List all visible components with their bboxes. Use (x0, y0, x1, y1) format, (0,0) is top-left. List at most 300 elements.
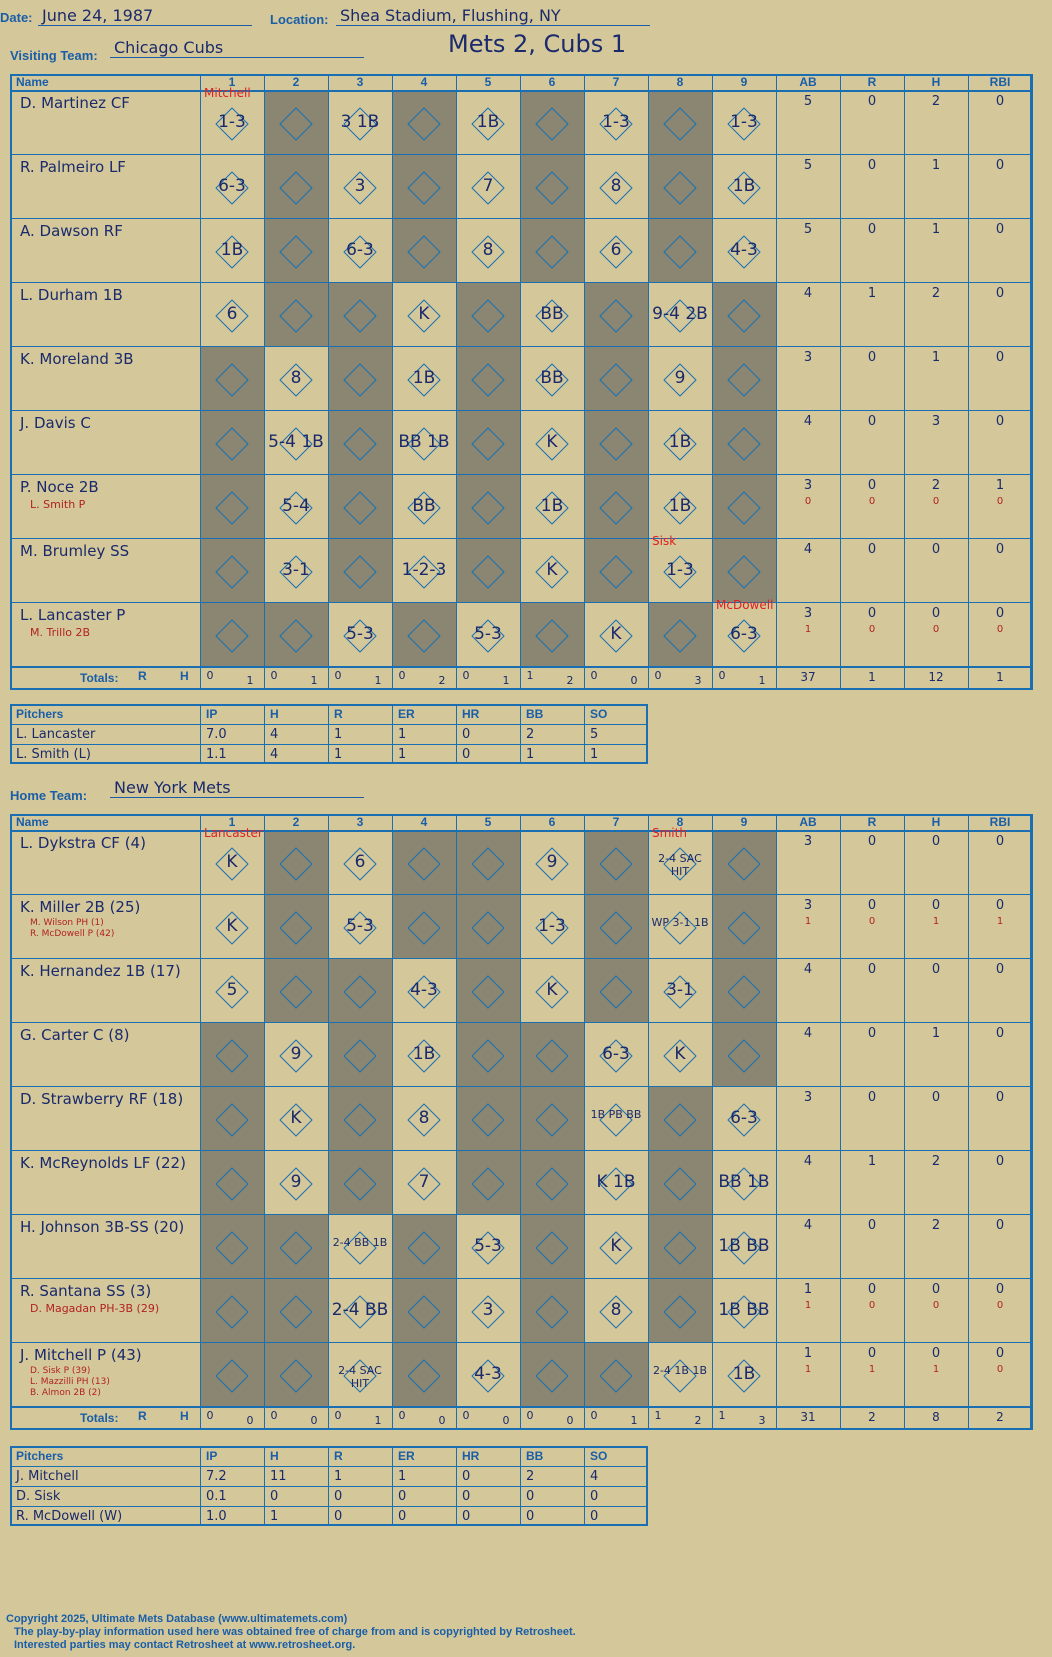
play-result: 1-3 (730, 112, 758, 132)
batter-name: R. Santana SS (3) (20, 1282, 152, 1300)
sub-stat: 0 (996, 1364, 1004, 1375)
base-diamond (404, 168, 444, 208)
base-diamond (276, 1356, 316, 1396)
inning-hits: 0 (246, 1414, 254, 1427)
play-result: K (418, 304, 430, 324)
base-diamond (212, 552, 252, 592)
base-diamond (724, 552, 764, 592)
grid-hline (10, 1406, 1032, 1408)
base-diamond (724, 424, 764, 464)
col-header: 8 (676, 815, 684, 829)
play-result: 9 (546, 852, 558, 872)
play-result: 5-4 (282, 496, 310, 516)
batter-name: L. Dykstra CF (4) (20, 834, 146, 852)
base-diamond (404, 1356, 444, 1396)
batter-stat: 0 (931, 1090, 941, 1105)
play-result: 1B (412, 1044, 436, 1064)
rh-label: R H (138, 1409, 189, 1423)
base-diamond (468, 908, 508, 948)
col-header: 6 (548, 75, 556, 89)
play-result: 4-3 (410, 980, 438, 1000)
pitcher-stat: 1 (334, 1469, 343, 1484)
base-diamond (340, 972, 380, 1012)
base-diamond (660, 168, 700, 208)
visiting-team-label: Visiting Team: (10, 48, 98, 63)
pitcher-note: Lancaster (204, 826, 263, 840)
base-diamond (468, 972, 508, 1012)
pitching-header: R (334, 1449, 343, 1463)
base-diamond (532, 232, 572, 272)
play-result: 1B BB (718, 1300, 770, 1320)
batter-name: K. Miller 2B (25) (20, 898, 141, 916)
pitcher-note: Mitchell (204, 86, 251, 100)
batter-stat: 4 (803, 1026, 813, 1041)
visiting-team-value: Chicago Cubs (110, 38, 364, 58)
batter-stat: 0 (995, 222, 1005, 237)
base-diamond (212, 1228, 252, 1268)
pitcher-stat: 4 (590, 1469, 599, 1484)
base-diamond (212, 1356, 252, 1396)
batter-stat: 1 (931, 1026, 941, 1041)
col-header: 5 (484, 75, 492, 89)
col-header: 1 (228, 815, 236, 829)
play-result: K (674, 1044, 686, 1064)
pitching-header: IP (206, 1449, 218, 1463)
sub-stat: 1 (804, 1364, 812, 1375)
play-result: 8 (418, 1108, 430, 1128)
batter-stat: 0 (867, 898, 877, 913)
base-diamond (212, 616, 252, 656)
base-diamond (660, 1100, 700, 1140)
batter-stat: 4 (803, 1218, 813, 1233)
play-result: 1B PB BB (590, 1108, 642, 1121)
pitcher-note: Smith (652, 826, 687, 840)
batter-stat: 0 (867, 158, 877, 173)
base-diamond (724, 296, 764, 336)
batter-stat: 0 (867, 1026, 877, 1041)
pitcher-stat: 5 (590, 727, 599, 742)
play-result: 8 (610, 1300, 622, 1320)
play-result: 6 (610, 240, 622, 260)
batter-stat: 1 (803, 1346, 813, 1361)
pitcher-name: J. Mitchell (16, 1469, 79, 1484)
sub-player-name: L. Mazzilli PH (13) (30, 1377, 110, 1387)
pitcher-stat: 1.1 (206, 747, 227, 762)
batter-stat: 0 (995, 350, 1005, 365)
batter-name: D. Martinez CF (20, 94, 130, 112)
batter-stat: 0 (867, 478, 877, 493)
grid-hline (10, 154, 1032, 155)
copyright-line: Copyright 2025, Ultimate Mets Database (www.ultimatemets.com) (6, 1613, 348, 1625)
pitcher-stat: 0 (462, 1509, 471, 1524)
play-result: 1-3 (538, 916, 566, 936)
base-diamond (660, 104, 700, 144)
play-result: 5-3 (346, 916, 374, 936)
play-result: 2-4 SAC HIT (658, 852, 702, 878)
play-result: 1-3 (602, 112, 630, 132)
grid-vline (200, 74, 201, 690)
col-header: 5 (484, 815, 492, 829)
play-result: 1B (540, 496, 564, 516)
sub-stat: 1 (804, 624, 812, 635)
play-result: K (290, 1108, 302, 1128)
base-diamond (660, 616, 700, 656)
play-result: 5-3 (474, 624, 502, 644)
batter-stat: 2 (931, 478, 941, 493)
pitching-vline (328, 704, 329, 764)
batter-stat: 0 (995, 414, 1005, 429)
batter-stat: 0 (995, 962, 1005, 977)
sub-stat: 0 (868, 496, 876, 507)
pitcher-stat: 0.1 (206, 1489, 227, 1504)
play-result: BB (540, 304, 564, 324)
batter-name: J. Davis C (20, 414, 91, 432)
grid-vline (328, 814, 329, 1430)
inning-runs: 0 (590, 669, 598, 682)
grid-hline (10, 958, 1032, 959)
pitching-header: H (270, 1449, 279, 1463)
batter-stat: 1 (803, 1282, 813, 1297)
batter-name: L. Lancaster P (20, 606, 126, 624)
batter-stat: 0 (867, 962, 877, 977)
grid-hline (10, 538, 1032, 539)
base-diamond (276, 908, 316, 948)
inning-hits: 0 (310, 1414, 318, 1427)
base-diamond (340, 552, 380, 592)
batter-stat: 4 (803, 1154, 813, 1169)
play-result: 4-3 (730, 240, 758, 260)
play-result: 6-3 (218, 176, 246, 196)
grid-vline (264, 74, 265, 690)
base-diamond (532, 104, 572, 144)
base-diamond (276, 972, 316, 1012)
batter-stat: 4 (803, 414, 813, 429)
batter-stat: 1 (867, 1154, 877, 1169)
base-diamond (340, 488, 380, 528)
sub-stat: 0 (868, 624, 876, 635)
sub-player-name: M. Trillo 2B (30, 626, 91, 639)
retrosheet-contact-line: Interested parties may contact Retrosheet at www.retrosheet.org. (14, 1639, 356, 1651)
pitching-vline (264, 704, 265, 764)
grid-hline (10, 282, 1032, 283)
base-diamond (276, 296, 316, 336)
grid-vline (776, 74, 777, 690)
base-diamond (596, 488, 636, 528)
base-diamond (340, 424, 380, 464)
grid-vline (392, 74, 393, 690)
batter-stat: 0 (931, 542, 941, 557)
play-result: 8 (290, 368, 302, 388)
col-header: 2 (292, 75, 300, 89)
base-diamond (212, 1036, 252, 1076)
batter-stat: 4 (803, 542, 813, 557)
location-value: Shea Stadium, Flushing, NY (336, 6, 650, 26)
col-header: AB (799, 815, 817, 829)
pitcher-stat: 2 (526, 727, 535, 742)
grid-hline (10, 1278, 1032, 1279)
batter-name: D. Strawberry RF (18) (20, 1090, 184, 1108)
play-result: 1B BB (718, 1236, 770, 1256)
batter-stat: 3 (803, 834, 813, 849)
batter-stat: 0 (995, 1218, 1005, 1233)
inning-runs: 0 (206, 669, 214, 682)
base-diamond (276, 844, 316, 884)
sub-player-name: L. Smith P (30, 498, 86, 511)
base-diamond (404, 104, 444, 144)
sub-stat: 1 (996, 916, 1004, 927)
base-diamond (468, 360, 508, 400)
pitching-hline (10, 1466, 648, 1467)
play-result: 3 (354, 176, 366, 196)
grid-vline (776, 814, 777, 1430)
team-total: 2 (996, 1410, 1004, 1424)
col-header: 9 (740, 815, 748, 829)
grid-hline (10, 602, 1032, 603)
pitching-header: HR (462, 1449, 480, 1463)
home-team-value: New York Mets (110, 778, 364, 798)
pitcher-stat: 0 (462, 1489, 471, 1504)
pitching-header: ER (398, 707, 415, 721)
pitcher-stat: 7.2 (206, 1469, 227, 1484)
play-result: 5-4 1B (268, 432, 324, 452)
base-diamond (404, 232, 444, 272)
base-diamond (532, 168, 572, 208)
sub-player-name: R. McDowell P (42) (30, 929, 115, 939)
play-result: WP 3-1 1B (651, 916, 709, 929)
sub-stat: 1 (868, 1364, 876, 1375)
base-diamond (212, 360, 252, 400)
batter-stat: 1 (995, 478, 1005, 493)
base-diamond (596, 1356, 636, 1396)
inning-runs: 0 (270, 1409, 278, 1422)
base-diamond (724, 972, 764, 1012)
grid-vline (904, 74, 905, 690)
pitching-header: R (334, 707, 343, 721)
base-diamond (276, 168, 316, 208)
grid-vline (328, 74, 329, 690)
batter-stat: 0 (995, 94, 1005, 109)
batter-stat: 0 (995, 1346, 1005, 1361)
batter-stat: 2 (931, 94, 941, 109)
play-result: 1-2-3 (401, 560, 447, 580)
pitcher-stat: 2 (526, 1469, 535, 1484)
pitcher-stat: 1 (398, 727, 407, 742)
pitcher-stat: 0 (334, 1509, 343, 1524)
pitcher-name: L. Lancaster (16, 727, 96, 742)
play-result: 6 (226, 304, 238, 324)
pitching-header: IP (206, 707, 218, 721)
play-result: 3-1 (666, 980, 694, 1000)
base-diamond (724, 844, 764, 884)
pitcher-stat: 1 (334, 727, 343, 742)
inning-runs: 0 (398, 1409, 406, 1422)
grid-hline (10, 90, 1032, 92)
sub-stat: 0 (868, 1300, 876, 1311)
base-diamond (276, 1228, 316, 1268)
batter-stat: 5 (803, 222, 813, 237)
pitcher-stat: 0 (462, 1469, 471, 1484)
grid-vline (520, 74, 521, 690)
team-total: 1 (868, 670, 876, 684)
batter-stat: 0 (867, 606, 877, 621)
grid-hline (10, 1150, 1032, 1151)
base-diamond (468, 296, 508, 336)
inning-hits: 3 (694, 674, 702, 687)
play-result: 6-3 (730, 1108, 758, 1128)
inning-hits: 2 (566, 674, 574, 687)
grid-hline (10, 410, 1032, 411)
base-diamond (660, 1292, 700, 1332)
batter-stat: 3 (803, 1090, 813, 1105)
base-diamond (532, 1356, 572, 1396)
col-header: AB (799, 75, 817, 89)
base-diamond (404, 844, 444, 884)
batter-stat: 0 (995, 898, 1005, 913)
play-result: BB 1B (398, 432, 450, 452)
batter-stat: 0 (867, 1346, 877, 1361)
batter-stat: 0 (995, 1154, 1005, 1169)
pitcher-stat: 1 (398, 1469, 407, 1484)
play-result: 9 (674, 368, 686, 388)
grid-hline (10, 346, 1032, 347)
batter-name: R. Palmeiro LF (20, 158, 126, 176)
pitching-header: SO (590, 1449, 608, 1463)
base-diamond (596, 908, 636, 948)
play-result: 5-3 (346, 624, 374, 644)
play-result: 1B (412, 368, 436, 388)
col-header: H (931, 815, 941, 829)
team-total: 8 (932, 1410, 940, 1424)
rh-label: R H (138, 669, 189, 683)
play-result: 2-4 BB 1B (332, 1236, 388, 1249)
play-result: K 1B (596, 1172, 636, 1192)
pitching-vline (584, 704, 585, 764)
batter-stat: 0 (995, 542, 1005, 557)
play-result: 6 (354, 852, 366, 872)
play-result: K (226, 916, 238, 936)
play-result: K (546, 432, 558, 452)
pitching-hline (10, 1506, 648, 1507)
base-diamond (212, 1292, 252, 1332)
retrosheet-line: The play-by-play information used here was obtained free of charge from and is copyrighted by Retrosheet. (14, 1626, 576, 1638)
grid-hline (10, 1086, 1032, 1087)
base-diamond (532, 1164, 572, 1204)
base-diamond (532, 616, 572, 656)
play-result: 8 (610, 176, 622, 196)
batter-stat: 0 (867, 834, 877, 849)
grid-vline (968, 74, 969, 690)
batter-name: K. Hernandez 1B (17) (20, 962, 181, 980)
sub-stat: 0 (932, 624, 940, 635)
col-header-name: Name (16, 75, 49, 89)
batter-stat: 4 (803, 962, 813, 977)
team-total: 31 (800, 1410, 816, 1424)
batter-name: L. Durham 1B (20, 286, 123, 304)
col-header: 3 (356, 815, 364, 829)
pitching-header: HR (462, 707, 480, 721)
base-diamond (596, 424, 636, 464)
batter-stat: 2 (931, 1154, 941, 1169)
grid-vline (200, 814, 201, 1430)
grid-hline (10, 1022, 1032, 1023)
batter-stat: 0 (995, 286, 1005, 301)
pitching-vline (456, 704, 457, 764)
base-diamond (724, 1036, 764, 1076)
batter-stat: 3 (803, 478, 813, 493)
grid-hline (10, 894, 1032, 895)
base-diamond (532, 1228, 572, 1268)
grid-vline (904, 814, 905, 1430)
play-result: K (546, 560, 558, 580)
grid-vline (584, 74, 585, 690)
batter-stat: 1 (931, 350, 941, 365)
play-result: 6-3 (730, 624, 758, 644)
pitching-header: ER (398, 1449, 415, 1463)
pitcher-stat: 0 (398, 1509, 407, 1524)
play-result: BB (412, 496, 436, 516)
inning-hits: 1 (374, 1414, 382, 1427)
batter-stat: 3 (931, 414, 941, 429)
base-diamond (404, 1292, 444, 1332)
grid-vline (1032, 74, 1033, 690)
grid-vline (264, 814, 265, 1430)
batter-stat: 3 (803, 350, 813, 365)
inning-hits: 1 (310, 674, 318, 687)
sub-player-name: D. Magadan PH-3B (29) (30, 1302, 160, 1315)
totals-label: Totals: (80, 671, 119, 685)
col-header: R (867, 75, 877, 89)
batter-stat: 1 (867, 286, 877, 301)
sub-player-name: D. Sisk P (39) (30, 1366, 91, 1376)
team-total: 37 (800, 670, 816, 684)
pitcher-stat: 0 (462, 727, 471, 742)
pitcher-stat: 1 (334, 747, 343, 762)
grid-vline (456, 814, 457, 1430)
date-value: June 24, 1987 (38, 6, 252, 26)
play-result: 1B (220, 240, 244, 260)
col-header: 8 (676, 75, 684, 89)
play-result: BB 1B (718, 1172, 770, 1192)
play-result: K (546, 980, 558, 1000)
pitcher-stat: 0 (590, 1509, 599, 1524)
pitcher-stat: 11 (270, 1469, 287, 1484)
batter-stat: 0 (867, 350, 877, 365)
play-result: 5-3 (474, 1236, 502, 1256)
col-header: 1 (228, 75, 236, 89)
play-result: 3 (482, 1300, 494, 1320)
base-diamond (468, 552, 508, 592)
play-result: 1B (668, 496, 692, 516)
col-header: R (867, 815, 877, 829)
inning-runs: 0 (398, 669, 406, 682)
totals-label: Totals: (80, 1411, 119, 1425)
grid-vline (392, 814, 393, 1430)
batter-stat: 0 (867, 94, 877, 109)
pitcher-stat: 4 (270, 727, 279, 742)
grid-vline (648, 74, 649, 690)
base-diamond (724, 360, 764, 400)
play-result: 3-1 (282, 560, 310, 580)
col-header: RBI (989, 75, 1011, 89)
batter-stat: 2 (931, 1218, 941, 1233)
inning-runs: 1 (718, 1409, 726, 1422)
pitcher-stat: 1 (398, 747, 407, 762)
home-team-label: Home Team: (10, 788, 88, 803)
sub-stat: 1 (804, 1300, 812, 1311)
batter-stat: 0 (995, 158, 1005, 173)
grid-hline (10, 666, 1032, 668)
inning-hits: 1 (502, 674, 510, 687)
